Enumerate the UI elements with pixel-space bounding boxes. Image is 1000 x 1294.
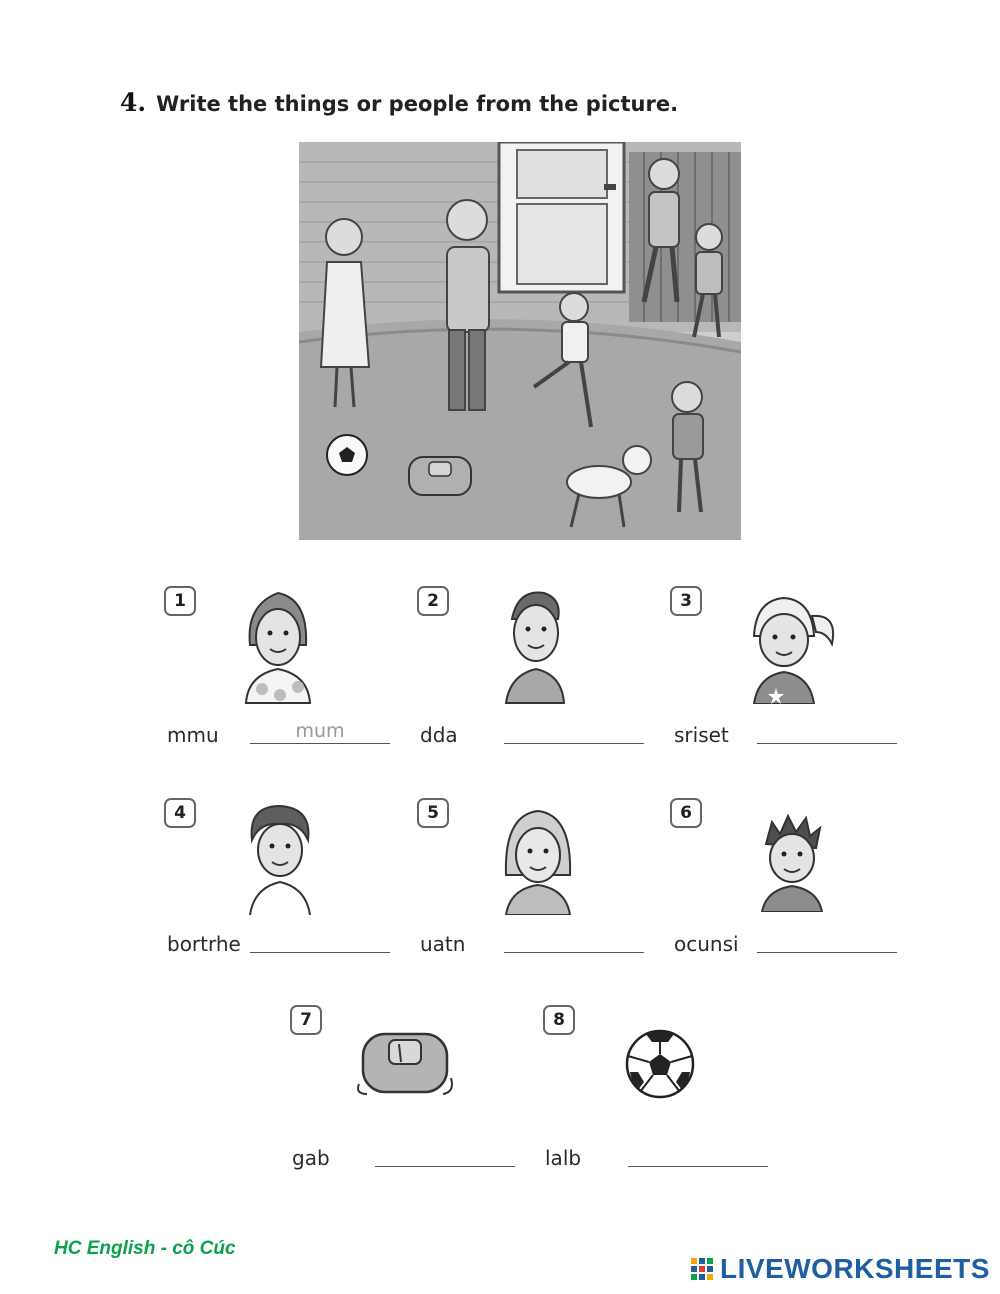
brand-name: LIVEWORKSHEETS	[720, 1253, 990, 1284]
scrambled-word: ocunsi	[674, 932, 739, 956]
mum-picture	[238, 585, 318, 705]
scene-illustration	[299, 142, 741, 540]
playground-scene	[299, 142, 741, 540]
bag-picture	[355, 1028, 455, 1100]
cousin-picture	[758, 812, 828, 912]
answer-input[interactable]	[628, 1141, 768, 1167]
liveworksheets-icon	[690, 1256, 716, 1282]
answer-input[interactable]	[375, 1141, 515, 1167]
answer-input[interactable]	[757, 927, 897, 953]
aunt-picture	[500, 805, 575, 915]
item-number-badge: 1	[164, 586, 196, 616]
scrambled-word: gab	[292, 1146, 330, 1170]
answer-input[interactable]	[504, 718, 644, 744]
scrambled-word: bortrhe	[167, 932, 241, 956]
item-number-badge: 2	[417, 586, 449, 616]
scrambled-word: lalb	[545, 1146, 582, 1170]
item-number-badge: 8	[543, 1005, 575, 1035]
answer-input[interactable]	[250, 718, 390, 744]
exercise-number: 4.	[120, 88, 147, 117]
scrambled-word: mmu	[167, 723, 219, 747]
author-credit: HC English - cô Cúc	[54, 1238, 236, 1259]
answer-input[interactable]	[757, 718, 897, 744]
ball-picture	[624, 1028, 696, 1100]
answer-input[interactable]	[250, 927, 390, 953]
sister-picture	[746, 592, 841, 704]
item-number-badge: 5	[417, 798, 449, 828]
liveworksheets-logo[interactable]	[690, 1253, 990, 1285]
item-number-badge: 3	[670, 586, 702, 616]
scrambled-word: uatn	[420, 932, 466, 956]
item-number-badge: 6	[670, 798, 702, 828]
item-number-badge: 7	[290, 1005, 322, 1035]
brother-picture	[242, 800, 317, 915]
answer-input[interactable]	[504, 927, 644, 953]
scrambled-word: dda	[420, 723, 458, 747]
exercise-instruction: Write the things or people from the picture.	[156, 92, 679, 116]
dad-picture	[500, 585, 570, 705]
item-number-badge: 4	[164, 798, 196, 828]
scrambled-word: sriset	[674, 723, 729, 747]
exercise-heading	[120, 88, 678, 117]
